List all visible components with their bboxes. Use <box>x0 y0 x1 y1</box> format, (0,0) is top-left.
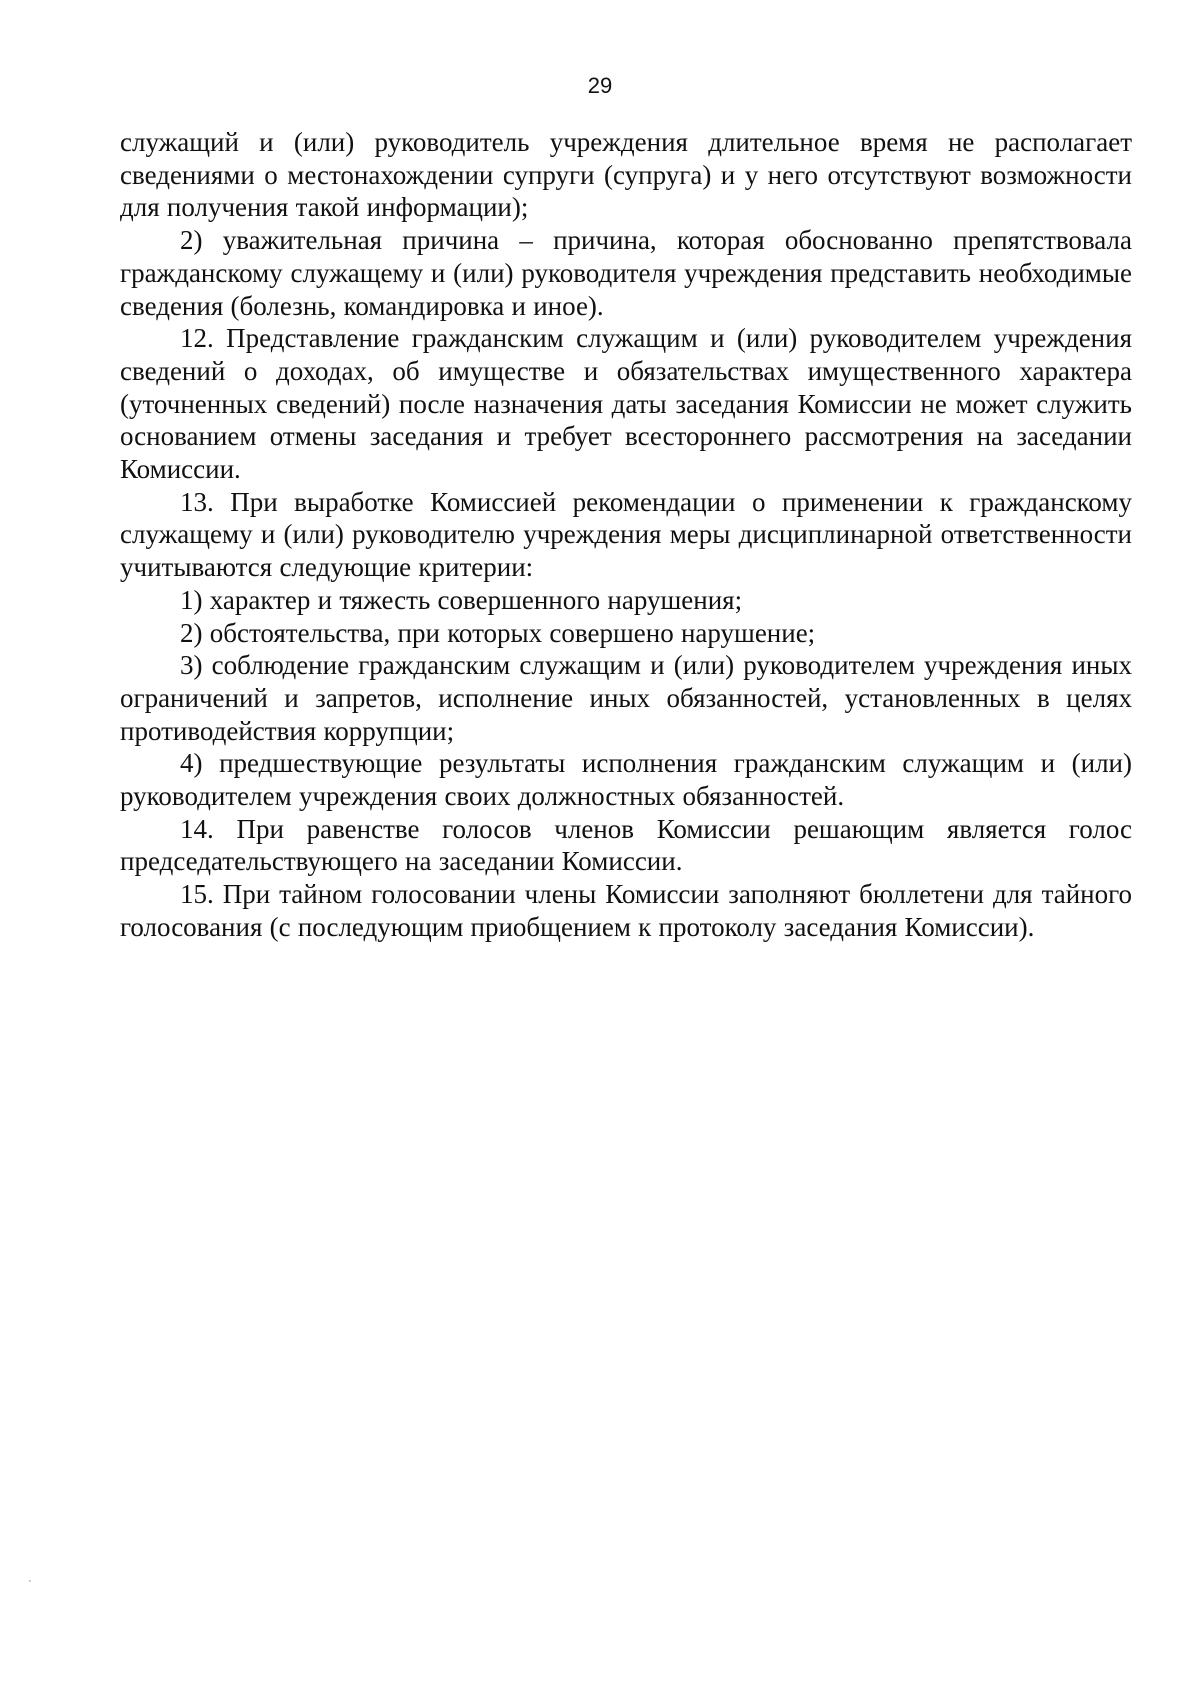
paragraph-criterion-1: 1) характер и тяжесть совершенного нарушения; <box>180 584 743 615</box>
page-number: 29 <box>587 73 613 98</box>
paragraph-clause-12: 12. Представление гражданским служащим и (или) руководителем учреждения сведений о доходах, об имуществе и обязательствах имущественного характера (уточненных сведений) после назначения даты заседания Комиссии не может служить основанием отмены заседания и требует всестороннего рассмотрения на заседании Комиссии. <box>120 323 1132 485</box>
paragraph-criterion-4: 4) предшествующие результаты исполнения гражданским служащим и (или) руководителем учреждения своих должностных обязанностей. <box>120 748 1132 812</box>
paragraph-clause-13: 13. При выработке Комиссией рекомендации о применении к гражданскому служащему и (или) руководителю учреждения меры дисциплинарной ответственности учитываются следующие критерии: <box>120 486 1132 583</box>
paragraph-clause-15: 15. При тайном голосовании члены Комиссии заполняют бюллетени для тайного голосования (с последующим приобщением к протоколу заседания Комиссии). <box>120 879 1132 942</box>
paragraph-continuation: служащий и (или) руководитель учреждения длительное время не располагает сведениями о местонахождении супруги (супруга) и у него отсутствуют возможности для получения такой информации); <box>120 127 1132 223</box>
paragraph-criterion-3: 3) соблюдение гражданским служащим и (или) руководителем учреждения иных ограничений и запретов, исполнение иных обязанностей, установленных в целях противодействия коррупции; <box>120 650 1132 746</box>
paragraph-clause-14: 14. При равенстве голосов членов Комиссии решающим является голос председательствующего на заседании Комиссии. <box>120 813 1132 877</box>
paragraph-criterion-2: 2) обстоятельства, при которых совершено нарушение; <box>180 617 816 648</box>
scan-artifact-dot <box>29 1580 31 1582</box>
document-body <box>120 126 1132 944</box>
paragraph-item-2-valid-reason: 2) уважительная причина – причина, которая обоснованно препятствовала гражданскому служащему и (или) руководителя учреждения представить необходимые сведения (болезнь, командировка и иное). <box>120 225 1132 321</box>
